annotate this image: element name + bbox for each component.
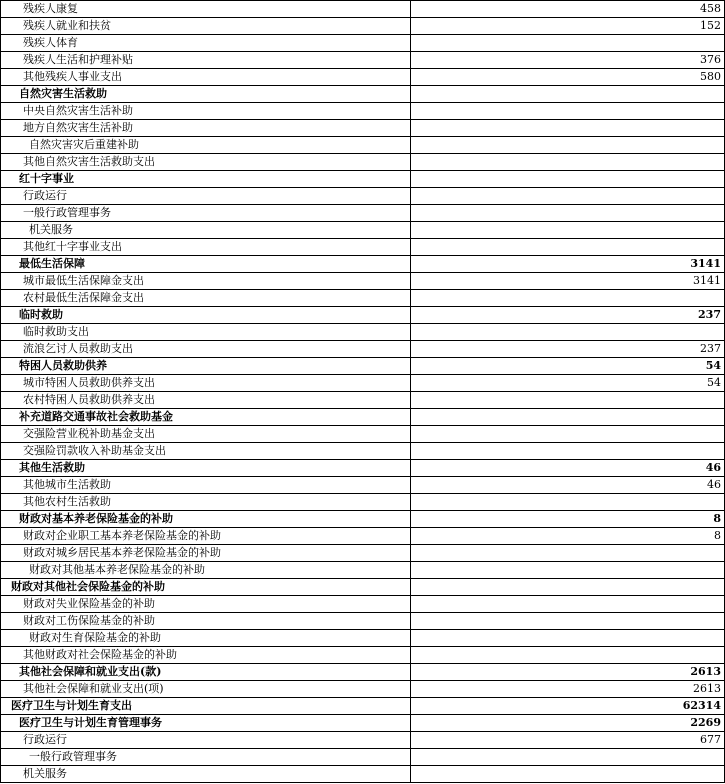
amount-cell[interactable]: 152 [411, 18, 725, 35]
item-name-cell[interactable]: 地方自然灾害生活补助 [1, 120, 411, 137]
table-row[interactable] [1, 205, 725, 222]
table-row[interactable] [1, 103, 725, 120]
item-name-cell[interactable]: 其他城市生活救助 [1, 477, 411, 494]
table-row[interactable] [1, 273, 725, 290]
item-name-cell[interactable]: 其他社会保障和就业支出(项) [1, 681, 411, 698]
amount-cell[interactable]: 2269 [411, 715, 725, 732]
table-row[interactable] [1, 511, 725, 528]
table-row[interactable] [1, 766, 725, 783]
table-row[interactable] [1, 120, 725, 137]
item-name-cell[interactable]: 一般行政管理事务 [1, 205, 411, 222]
item-name-cell[interactable]: 中央自然灾害生活补助 [1, 103, 411, 120]
amount-cell[interactable]: 8 [411, 528, 725, 545]
amount-cell[interactable] [411, 562, 725, 579]
table-row[interactable] [1, 562, 725, 579]
item-name-cell[interactable]: 财政对城乡居民基本养老保险基金的补助 [1, 545, 411, 562]
table-row[interactable] [1, 749, 725, 766]
item-name-cell[interactable]: 财政对基本养老保险基金的补助 [1, 511, 411, 528]
amount-cell[interactable]: 54 [411, 358, 725, 375]
table-row[interactable] [1, 392, 725, 409]
amount-cell[interactable]: 580 [411, 69, 725, 86]
amount-cell[interactable]: 46 [411, 460, 725, 477]
item-name-cell[interactable]: 财政对其他社会保险基金的补助 [1, 579, 411, 596]
item-name-cell[interactable]: 机关服务 [1, 766, 411, 783]
amount-cell[interactable]: 8 [411, 511, 725, 528]
amount-cell[interactable] [411, 103, 725, 120]
amount-cell[interactable] [411, 35, 725, 52]
item-name-cell[interactable]: 其他红十字事业支出 [1, 239, 411, 256]
item-name-cell[interactable]: 交强险营业税补助基金支出 [1, 426, 411, 443]
item-name-cell[interactable]: 财政对失业保险基金的补助 [1, 596, 411, 613]
table-row[interactable] [1, 681, 725, 698]
item-name-cell[interactable]: 特困人员救助供养 [1, 358, 411, 375]
amount-cell[interactable] [411, 290, 725, 307]
amount-cell[interactable] [411, 86, 725, 103]
amount-cell[interactable] [411, 154, 725, 171]
table-row[interactable] [1, 86, 725, 103]
table-row[interactable] [1, 664, 725, 681]
amount-cell[interactable] [411, 596, 725, 613]
amount-cell[interactable] [411, 205, 725, 222]
table-row[interactable] [1, 494, 725, 511]
item-name-cell[interactable]: 财政对生育保险基金的补助 [1, 630, 411, 647]
table-row[interactable] [1, 460, 725, 477]
item-name-cell[interactable]: 行政运行 [1, 188, 411, 205]
table-row[interactable] [1, 222, 725, 239]
amount-cell[interactable]: 46 [411, 477, 725, 494]
table-row[interactable] [1, 137, 725, 154]
item-name-cell[interactable]: 补充道路交通事故社会救助基金 [1, 409, 411, 426]
amount-cell[interactable]: 376 [411, 52, 725, 69]
item-name-cell[interactable]: 最低生活保障 [1, 256, 411, 273]
item-name-cell[interactable]: 自然灾害生活救助 [1, 86, 411, 103]
table-row[interactable] [1, 358, 725, 375]
item-name-cell[interactable]: 临时救助 [1, 307, 411, 324]
item-name-cell[interactable]: 城市特困人员救助供养支出 [1, 375, 411, 392]
amount-cell[interactable]: 3141 [411, 273, 725, 290]
amount-cell[interactable] [411, 222, 725, 239]
table-row[interactable] [1, 579, 725, 596]
item-name-cell[interactable]: 机关服务 [1, 222, 411, 239]
amount-cell[interactable] [411, 545, 725, 562]
item-name-cell[interactable]: 残疾人就业和扶贫 [1, 18, 411, 35]
item-name-cell[interactable]: 城市最低生活保障金支出 [1, 273, 411, 290]
table-row[interactable] [1, 375, 725, 392]
amount-cell[interactable] [411, 239, 725, 256]
amount-cell[interactable]: 237 [411, 341, 725, 358]
item-name-cell[interactable]: 临时救助支出 [1, 324, 411, 341]
table-row[interactable] [1, 596, 725, 613]
amount-cell[interactable]: 677 [411, 732, 725, 749]
item-name-cell[interactable]: 财政对其他基本养老保险基金的补助 [1, 562, 411, 579]
table-row[interactable] [1, 188, 725, 205]
table-row[interactable] [1, 545, 725, 562]
amount-cell[interactable]: 62314 [411, 698, 725, 715]
amount-cell[interactable] [411, 324, 725, 341]
table-row[interactable] [1, 715, 725, 732]
item-name-cell[interactable]: 其他自然灾害生活救助支出 [1, 154, 411, 171]
table-row[interactable] [1, 18, 725, 35]
item-name-cell[interactable]: 交强险罚款收入补助基金支出 [1, 443, 411, 460]
table-row[interactable] [1, 477, 725, 494]
amount-cell[interactable] [411, 392, 725, 409]
item-name-cell[interactable]: 自然灾害灾后重建补助 [1, 137, 411, 154]
amount-cell[interactable] [411, 766, 725, 783]
item-name-cell[interactable]: 农村特困人员救助供养支出 [1, 392, 411, 409]
item-name-cell[interactable]: 医疗卫生与计划生育管理事务 [1, 715, 411, 732]
table-row[interactable] [1, 647, 725, 664]
item-name-cell[interactable]: 其他财政对社会保险基金的补助 [1, 647, 411, 664]
table-row[interactable] [1, 630, 725, 647]
amount-cell[interactable]: 2613 [411, 664, 725, 681]
table-row[interactable] [1, 154, 725, 171]
item-name-cell[interactable]: 财政对企业职工基本养老保险基金的补助 [1, 528, 411, 545]
table-row[interactable] [1, 256, 725, 273]
table-row[interactable] [1, 698, 725, 715]
table-row[interactable] [1, 290, 725, 307]
table-row[interactable] [1, 426, 725, 443]
table-row[interactable] [1, 239, 725, 256]
item-name-cell[interactable]: 残疾人康复 [1, 1, 411, 18]
amount-cell[interactable]: 458 [411, 1, 725, 18]
amount-cell[interactable] [411, 426, 725, 443]
item-name-cell[interactable]: 医疗卫生与计划生育支出 [1, 698, 411, 715]
table-row[interactable] [1, 69, 725, 86]
amount-cell[interactable]: 3141 [411, 256, 725, 273]
amount-cell[interactable]: 2613 [411, 681, 725, 698]
amount-cell[interactable] [411, 409, 725, 426]
amount-cell[interactable] [411, 120, 725, 137]
item-name-cell[interactable]: 流浪乞讨人员救助支出 [1, 341, 411, 358]
item-name-cell[interactable]: 其他残疾人事业支出 [1, 69, 411, 86]
amount-cell[interactable] [411, 171, 725, 188]
item-name-cell[interactable]: 其他社会保障和就业支出(款) [1, 664, 411, 681]
amount-cell[interactable] [411, 137, 725, 154]
table-row[interactable] [1, 307, 725, 324]
amount-cell[interactable]: 237 [411, 307, 725, 324]
table-row[interactable] [1, 613, 725, 630]
table-row[interactable] [1, 171, 725, 188]
amount-cell[interactable] [411, 443, 725, 460]
amount-cell[interactable]: 54 [411, 375, 725, 392]
item-name-cell[interactable]: 行政运行 [1, 732, 411, 749]
item-name-cell[interactable]: 残疾人生活和护理补贴 [1, 52, 411, 69]
table-row[interactable] [1, 341, 725, 358]
item-name-cell[interactable]: 其他生活救助 [1, 460, 411, 477]
item-name-cell[interactable]: 财政对工伤保险基金的补助 [1, 613, 411, 630]
item-name-cell[interactable]: 残疾人体育 [1, 35, 411, 52]
item-name-cell[interactable]: 其他农村生活救助 [1, 494, 411, 511]
table-row[interactable] [1, 409, 725, 426]
item-name-cell[interactable]: 农村最低生活保障金支出 [1, 290, 411, 307]
table-row[interactable] [1, 324, 725, 341]
amount-cell[interactable] [411, 749, 725, 766]
amount-cell[interactable] [411, 647, 725, 664]
table-row[interactable] [1, 52, 725, 69]
amount-cell[interactable] [411, 613, 725, 630]
amount-cell[interactable] [411, 579, 725, 596]
table-row[interactable] [1, 35, 725, 52]
item-name-cell[interactable]: 一般行政管理事务 [1, 749, 411, 766]
table-row[interactable] [1, 443, 725, 460]
item-name-cell[interactable]: 红十字事业 [1, 171, 411, 188]
table-row[interactable] [1, 732, 725, 749]
amount-cell[interactable] [411, 494, 725, 511]
table-body [1, 1, 725, 783]
table-row[interactable] [1, 528, 725, 545]
amount-cell[interactable] [411, 630, 725, 647]
table-row[interactable] [1, 1, 725, 18]
amount-cell[interactable] [411, 188, 725, 205]
